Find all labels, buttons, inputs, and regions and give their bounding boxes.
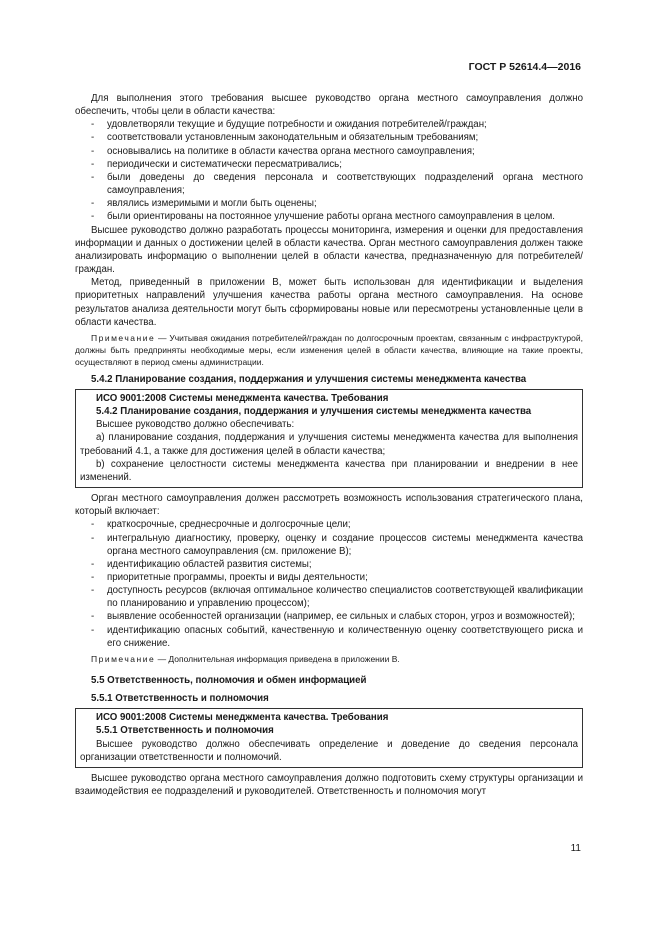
section-heading-5-5: 5.5 Ответственность, полномочия и обмен информацией: [91, 674, 367, 686]
list-item: - доступность ресурсов (включая оптимальное количество специалистов соответствующей квалификации по планированию и управлению процессом);: [91, 585, 583, 610]
box-text: Высшее руководство должно обеспечивать определение и доведение до сведения персонала организации ответственности и полномочий.: [80, 738, 578, 763]
box-subtitle: 5.5.1 Ответственность и полномочия: [96, 725, 274, 737]
plan-intro-paragraph: Орган местного самоуправления должен рассмотреть возможность использования стратегического плана, который включает:: [75, 493, 583, 518]
iso-quote-box-2: [75, 708, 583, 768]
list-item: - соответствовали установленным законодательным и обязательным требованиям;: [91, 132, 479, 144]
document-header: ГОСТ Р 52614.4—2016: [468, 61, 581, 73]
list-item: - выявление особенностей организации (например, ее сильных и слабых сторон, угроз и возможностей);: [91, 611, 575, 623]
list-item: - идентификацию опасных событий, качественную и количественную оценку соответствующего риска и его снижение.: [91, 624, 583, 649]
section-heading-5-5-1: 5.5.1 Ответственность и полномочия: [91, 693, 269, 705]
list-item: - основывались на политике в области качества органа местного самоуправления;: [91, 145, 475, 157]
method-paragraph: Метод, приведенный в приложении В, может быть использован для идентификации и выделения приоритетных направлений улучшения качества работы органа местного самоуправления. На основе результатов анализа деятельности могут быть сформированы новые или пересмотрены установленные цели в области качества.: [75, 277, 583, 328]
list-item: - удовлетворяли текущие и будущие потребности и ожидания потребителей/граждан;: [91, 119, 487, 131]
list-item: - интегральную диагностику, проверку, оценку и создание процессов системы менеджмента качества органа местного самоуправления (см. приложение В);: [91, 532, 583, 557]
list-item: - периодически и систематически пересматривались;: [91, 158, 342, 170]
list-item: - являлись измеримыми и могли быть оценены;: [91, 198, 317, 210]
list-item: - приоритетные программы, проекты и виды деятельности;: [91, 572, 368, 583]
list-item: - были ориентированы на постоянное улучшение работы органа местного самоуправления в целом.: [91, 211, 555, 223]
note-1: Примечание — Учитывая ожидания потребителей/граждан по долгосрочным проектам, связанным с инфраструктурой, должны быть предприняты необходимые меры, если изменения целей в области качества, влияющие на такие проекты, осуществляют в период смены администрации.: [75, 332, 583, 367]
box-title: ИСО 9001:2008 Системы менеджмента качества. Требования: [96, 712, 389, 724]
intro-paragraph: Для выполнения этого требования высшее руководство органа местного самоуправления должно обеспечить, чтобы цели в области качества:: [75, 93, 583, 118]
list-item: - были доведены до сведения персонала и соответствующих подразделений органа местного самоуправления;: [91, 171, 583, 197]
note-2: Примечание — Дополнительная информация приведена в приложении В.: [91, 653, 400, 664]
page-content: [75, 92, 583, 798]
box-item-b: b) сохранение целостности системы менеджмента качества при планировании и внедрении в нее изменений.: [80, 458, 578, 483]
box-subtitle: 5.4.2 Планирование создания, поддержания и улучшения системы менеджмента качества: [96, 406, 532, 418]
page-number: 11: [570, 843, 581, 854]
list-item: - идентификацию областей развития системы;: [91, 558, 312, 570]
final-paragraph: Высшее руководство органа местного самоуправления должно подготовить схему структуры организации и взаимодействия ее подразделений и руководителей. Ответственность и полномочия могут: [75, 772, 583, 798]
list-item: - краткосрочные, среднесрочные и долгосрочные цели;: [91, 519, 351, 531]
monitoring-paragraph: Высшее руководство должно разработать процессы мониторинга, измерения и оценки для предоставления информации и данных о достижении целей в области качества. Орган местного самоуправления должен также анализировать информацию о выполнении целей в области качества, предназначенную для потребителей/граждан.: [75, 224, 583, 276]
note-label: Примечание: [91, 332, 156, 343]
box-item-a: а) планирование создания, поддержания и улучшения системы менеджмента качества для выполнения требований 4.1, а также для достижения целей в области качества;: [80, 432, 578, 457]
section-heading-5-4-2: 5.4.2 Планирование создания, поддержания и улучшения системы менеджмента качества: [91, 373, 527, 385]
box-title: ИСО 9001:2008 Системы менеджмента качества. Требования: [96, 392, 389, 404]
box-lead: Высшее руководство должно обеспечивать:: [96, 419, 295, 431]
note-label: Примечание: [91, 653, 156, 664]
iso-quote-box-1: [75, 389, 583, 488]
